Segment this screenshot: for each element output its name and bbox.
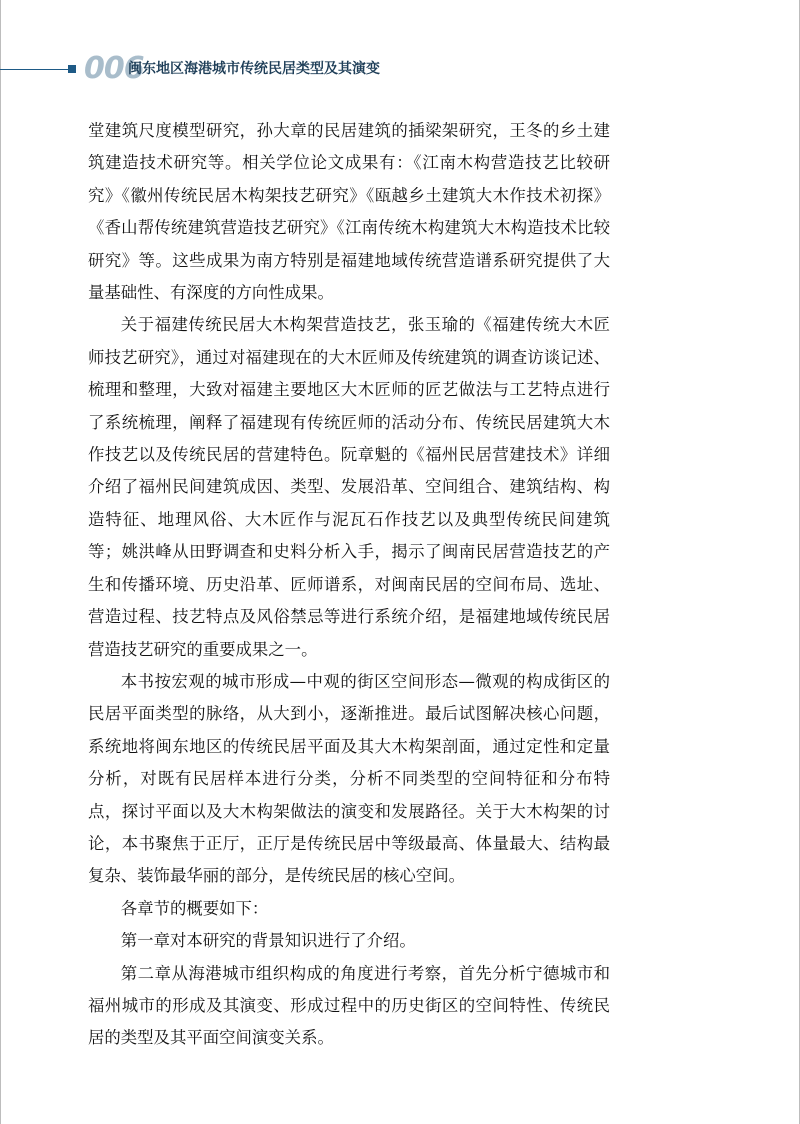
paragraph: 关于福建传统民居大木构架营造技艺，张玉瑜的《福建传统大木匠师技艺研究》，通过对福建现在的大木匠师及传统建筑的调查访谈记述、梳理和整理，大致对福建主要地区大木匠师的匠艺做法与工艺特点进行了系统梳理，阐释了福建现有传统匠师的活动分布、传统民居建筑大木作技艺以及传统民居的营建特色。阮章魁的《福州民居营建技术》详细介绍了福州民间建筑成因、类型、发展沿革、空间组合、建筑结构、构造特征、地理风俗、大木匠作与泥瓦石作技艺以及典型传统民间建筑等；姚洪峰从田野调查和史料分析入手，揭示了闽南民居营造技艺的产生和传播环境、历史沿革、匠师谱系，对闽南民居的空间布局、选址、营造过程、技艺特点及风俗禁忌等进行系统介绍，是福建地域传统民居营造技艺研究的重要成果之一。 [88,315,610,659]
paragraph: 各章节的概要如下： [120,898,269,918]
header-marker [68,65,76,73]
header-rule [0,69,68,70]
paragraph: 本书按宏观的城市形成—中观的街区空间形态—微观的构成街区的民居平面类型的脉络，从大到小，逐渐推进。最后试图解决核心问题，系统地将闽东地区的传统民居平面及其大木构架剖面，通过定性和定量分析，对既有民居样本进行分类，分析不同类型的空间特征和分布特点，探讨平面以及大木构架做法的演变和发展路径。关于大木构架的讨论，本书聚焦于正厅，正厅是传统民居中等级最高、体量最大、结构最复杂、装饰最华丽的部分，是传统民居的核心空间。 [88,671,610,886]
running-title: 闽东地区海港城市传统民居类型及其演变 [128,61,380,77]
paragraph: 第一章对本研究的背景知识进行了介绍。 [120,931,416,951]
paragraph: 第二章从海港城市组织构成的角度进行考察，首先分析宁德城市和福州城市的形成及其演变、形成过程中的历史街区的空间特性、传统民居的类型及其平面空间演变关系。 [88,963,610,1048]
page-border-left [0,0,1,1124]
paragraph-continued: 堂建筑尺度模型研究，孙大章的民居建筑的插梁架研究，王冬的乡土建筑建造技术研究等。相关学位论文成果有：《江南木构营造技艺比较研究》《徽州传统民居木构架技艺研究》《瓯越乡土建筑大木作技术初探》《香山帮传统建筑营造技艺研究》《江南传统木构建筑大木构造技术比较研究》等。这些成果为南方特别是福建地域传统营造谱系研究提供了大量基础性、有深度的方向性成果。 [88,121,610,303]
body-text [88,115,610,1055]
page-header [0,50,800,90]
page-number: 006 [84,51,144,86]
